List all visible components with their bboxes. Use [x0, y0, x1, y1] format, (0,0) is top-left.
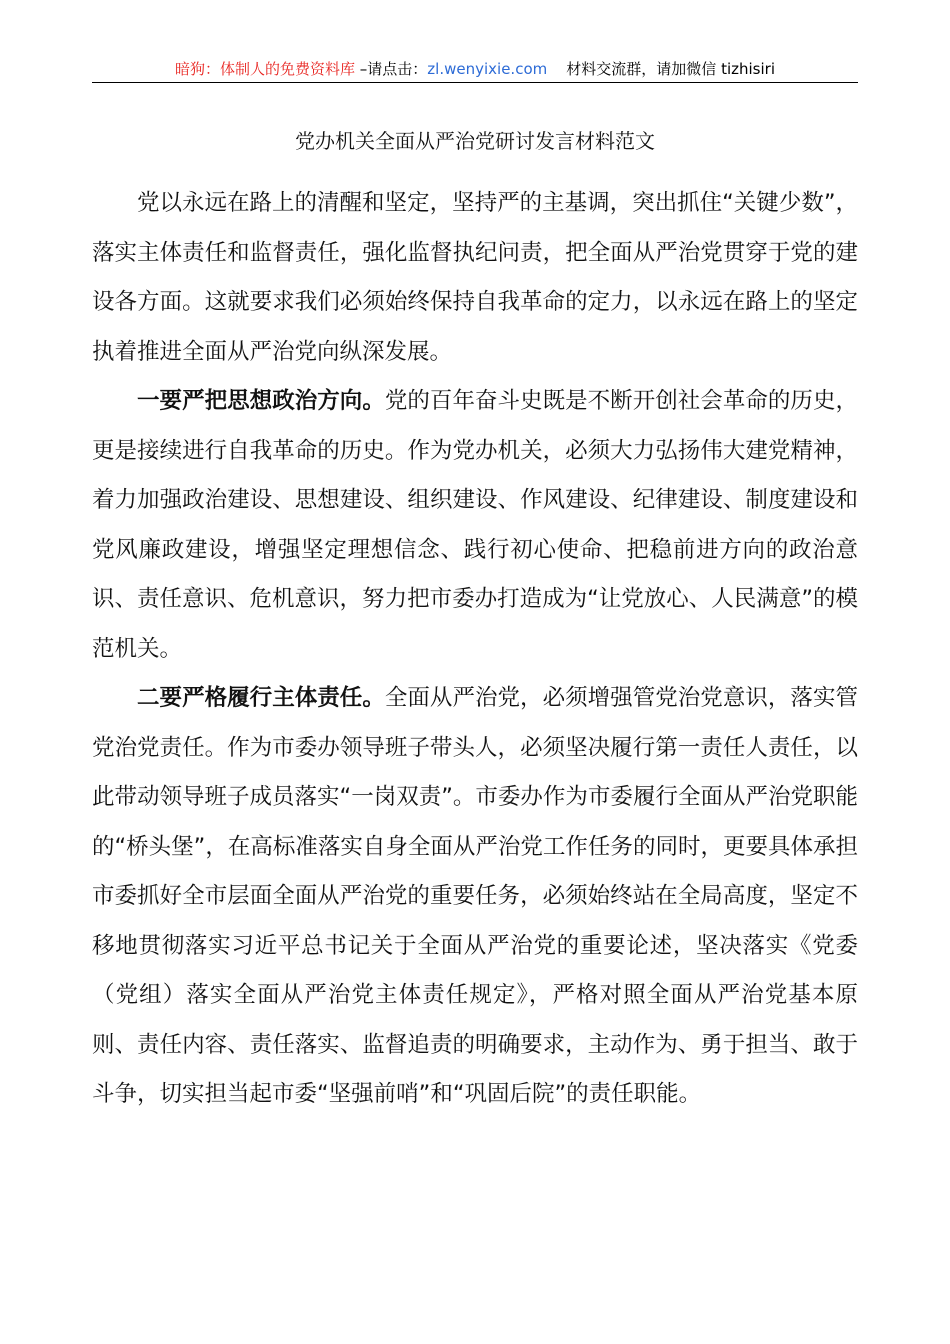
- section-1-text: 党的百年奋斗史既是不断开创社会革命的历史，更是接续进行自我革命的历史。作为党办机关，必须大力弘扬伟大建党精神，着力加强政治建设、思想建设、组织建设、作风建设、纪律建设、制度建设和党风廉政建设，增强坚定理想信念、践行初心使命、把稳前进方向的政治意识、责任意识、危机意识，努力把市委办打造成为“让党放心、人民满意”的模范机关。: [92, 388, 858, 662]
- header-click-prompt: –请点击：: [355, 60, 428, 78]
- intro-paragraph: 党以永远在路上的清醒和坚定，坚持严的主基调，突出抓住“关键少数”，落实主体责任和监督责任，强化监督执纪问责，把全面从严治党贯穿于党的建设各方面。这就要求我们必须始终保持自我革命的定力，以永远在路上的坚定执着推进全面从严治党向纵深发展。: [92, 190, 858, 365]
- section-1-paragraph: [92, 377, 858, 674]
- document-title: 党办机关全面从严治党研讨发言材料范文: [295, 129, 655, 153]
- document-body: [92, 179, 858, 1120]
- header-link[interactable]: zl.wenyixie.com: [427, 60, 548, 78]
- section-2-text: 全面从严治党，必须增强管党治党意识，落实管党治党责任。作为市委办领导班子带头人，必须坚决履行第一责任人责任，以此带动领导班子成员落实“一岗双责”。市委办作为市委履行全面从严治党职能的“桥头堡”，在高标准落实自身全面从严治党工作任务的同时，更要具体承担市委抓好全市层面全面从严治党的重要任务，必须始终站在全局高度，坚定不移地贯彻落实习近平总书记关于全面从严治党的重要论述，坚决落实《党委（党组）落实全面从严治党主体责任规定》，严格对照全面从严治党基本原则、责任内容、责任落实、监督追责的明确要求，主动作为、勇于担当、敢于斗争，切实担当起市委“坚强前哨”和“巩固后院”的责任职能。: [92, 685, 858, 1107]
- section-1-heading: 一要严把思想政治方向。: [137, 388, 385, 414]
- section-2-paragraph: [92, 674, 858, 1120]
- header-promo-text: 暗狗：体制人的免费资料库: [175, 60, 356, 78]
- header-divider: [92, 82, 858, 83]
- section-2-heading: 二要严格履行主体责任。: [137, 685, 385, 711]
- page-header: [92, 58, 858, 84]
- header-wechat-text: 材料交流群，请加微信 tizhisiri: [547, 60, 775, 78]
